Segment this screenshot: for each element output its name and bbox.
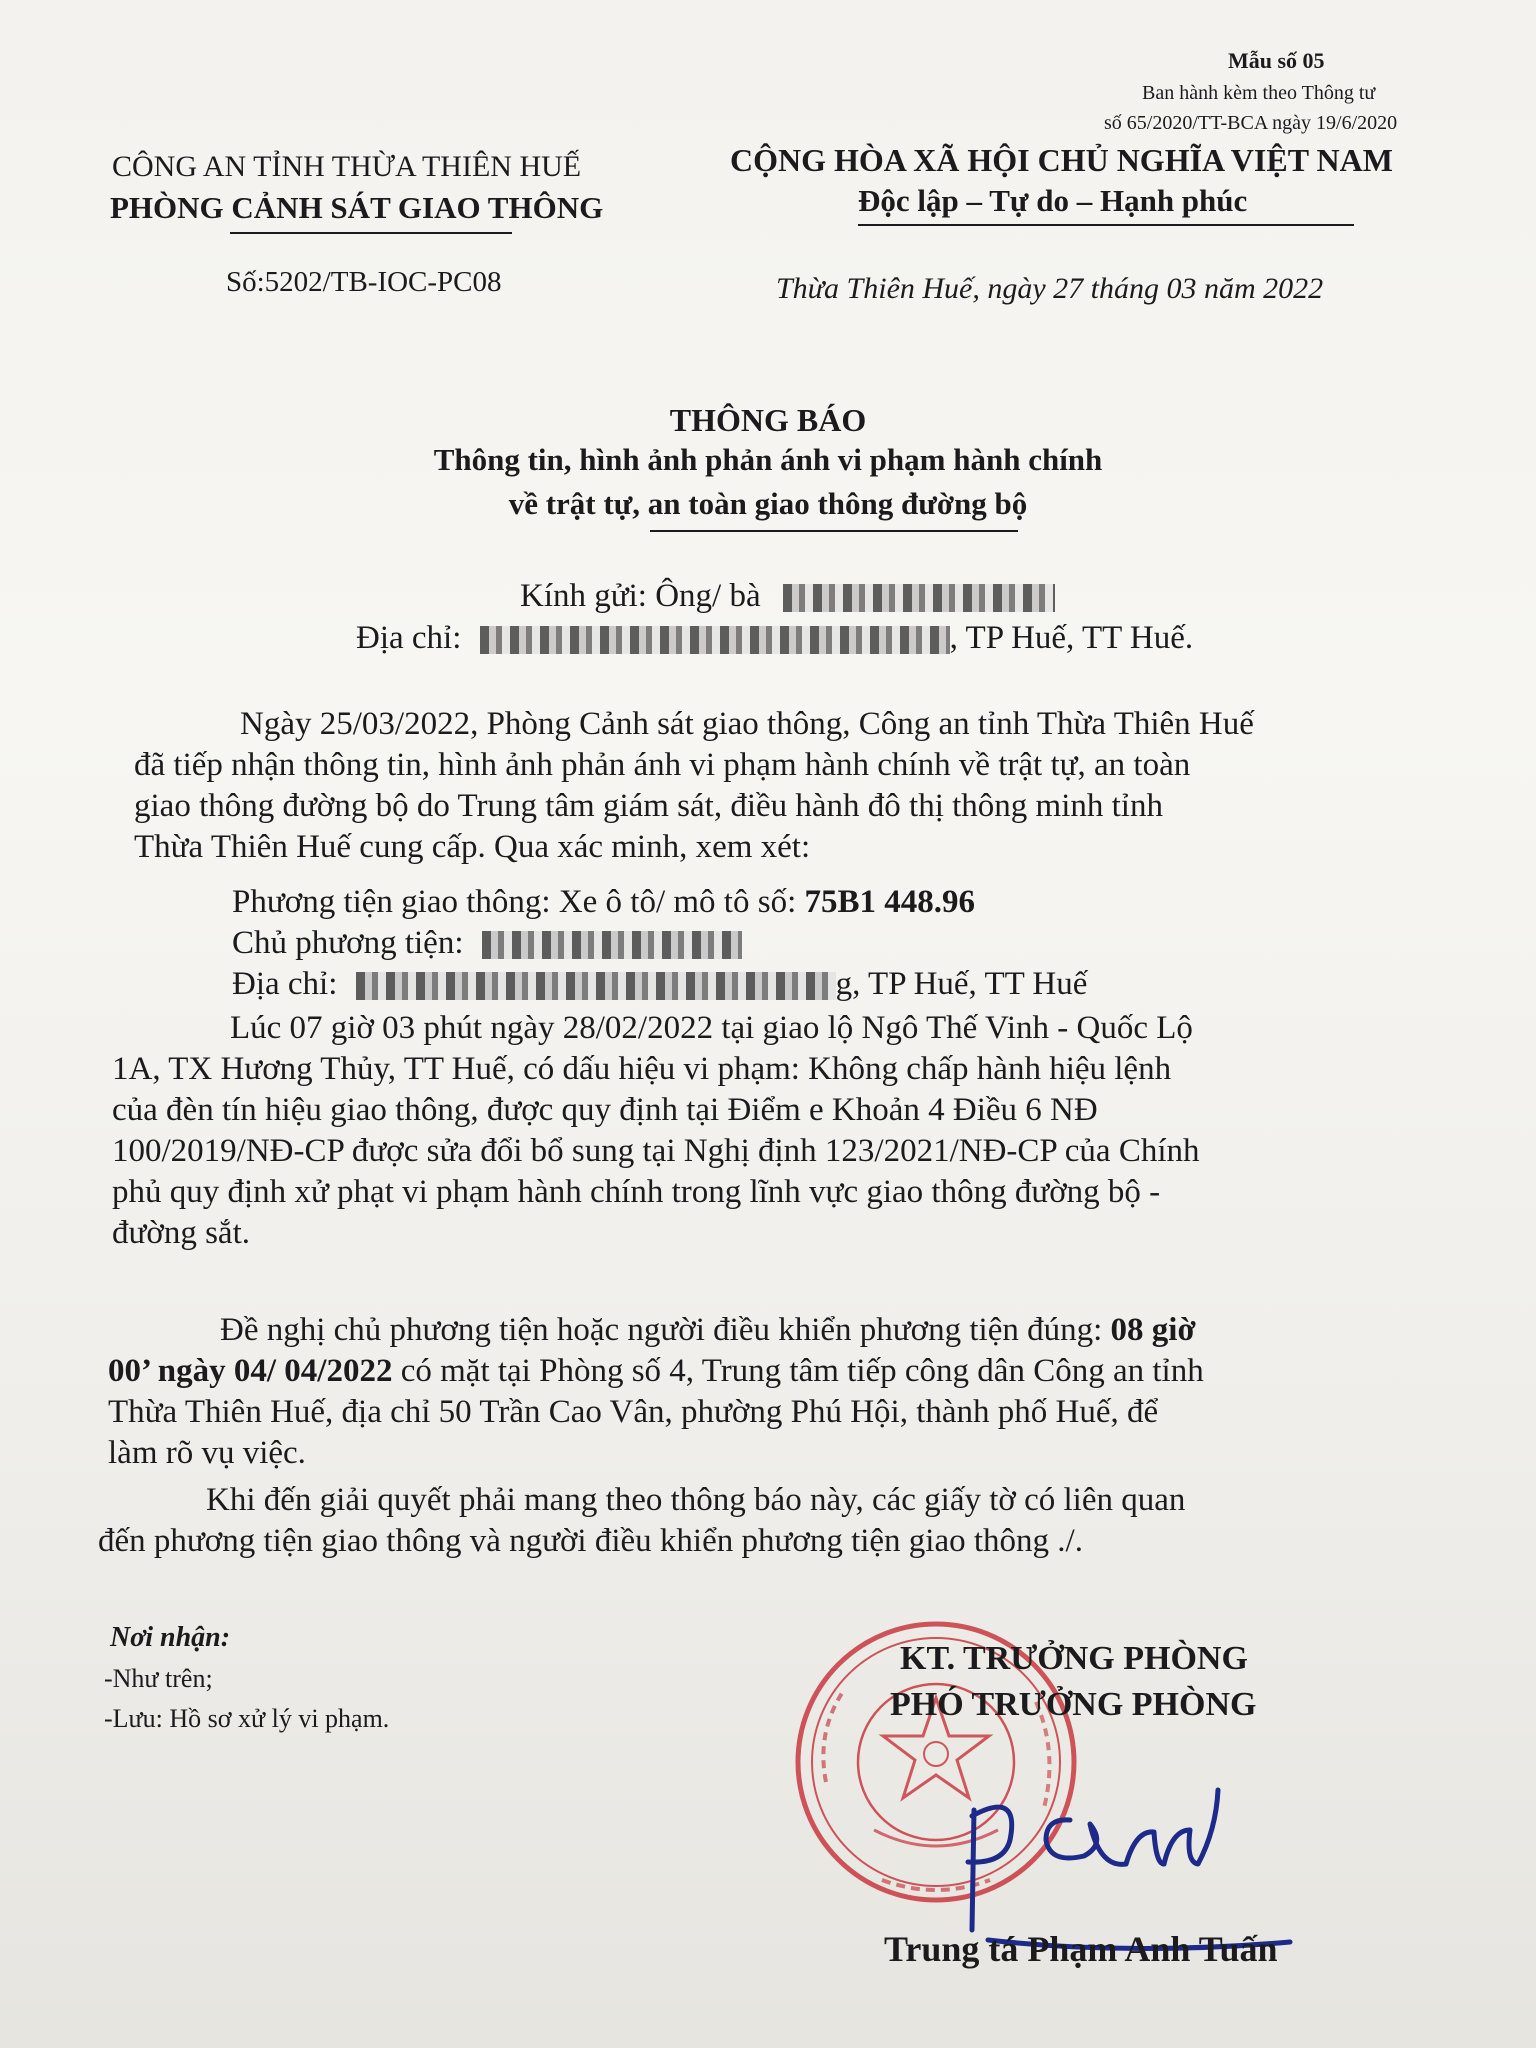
paragraph-2-line: Lúc 07 giờ 03 phút ngày 28/02/2022 tại giao lộ Ngô Thế Vinh - Quốc Lộ [230, 1010, 1193, 1046]
appointment-date: 00’ ngày 04/ 04/2022 [108, 1353, 393, 1389]
form-legal-basis-1: Ban hành kèm theo Thông tư [1142, 82, 1376, 104]
recipients-title: Nơi nhận: [110, 1622, 231, 1653]
paragraph-1-line: Thừa Thiên Huế cung cấp. Qua xác minh, xem xét: [134, 829, 811, 865]
redacted-owner-address [356, 972, 836, 1000]
paragraph-3-line: làm rõ vụ việc. [108, 1435, 306, 1471]
appointment-time: 08 giờ [1110, 1312, 1196, 1348]
body-paragraph-4 [98, 1480, 1482, 1562]
owner-address-label: Địa chỉ: [232, 966, 338, 1002]
document-type: THÔNG BÁO [669, 402, 867, 438]
paragraph-2-line: đường sắt. [112, 1215, 250, 1251]
recipients-item: -Lưu: Hồ sơ xử lý vi phạm. [104, 1704, 390, 1733]
vehicle-label: Phương tiện giao thông: Xe ô tô/ mô tô số: [232, 884, 797, 920]
signature-title-1: KT. TRƯỞNG PHÒNG [900, 1640, 1248, 1677]
paragraph-4-line: Khi đến giải quyết phải mang theo thông báo này, các giấy tờ có liên quan [206, 1482, 1186, 1518]
paragraph-1-line: Ngày 25/03/2022, Phòng Cảnh sát giao thông, Công an tỉnh Thừa Thiên Huế [240, 706, 1254, 742]
paragraph-1-line: giao thông đường bộ do Trung tâm giám sát, điều hành đô thị thông minh tỉnh [134, 788, 1163, 824]
paragraph-2-line: 100/2019/NĐ-CP được sửa đổi bổ sung tại Nghị định 123/2021/NĐ-CP của Chính [112, 1133, 1200, 1169]
paragraph-1-line: đã tiếp nhận thông tin, hình ảnh phản ánh vi phạm hành chính về trật tự, an toàn [134, 747, 1191, 783]
recipient-address-tail: , TP Huế, TT Huế. [949, 620, 1194, 656]
form-number: Mẫu số 05 [1228, 48, 1325, 73]
owner-address-line [232, 966, 1087, 1003]
recipient-address [356, 620, 1193, 657]
owner-label: Chủ phương tiện: [232, 925, 464, 961]
vehicle-plate: 75B1 448.96 [804, 884, 976, 920]
paragraph-2-line: 1A, TX Hương Thủy, TT Huế, có dấu hiệu vi phạm: Không chấp hành hiệu lệnh [112, 1051, 1172, 1087]
national-motto: Độc lập – Tự do – Hạnh phúc [858, 183, 1248, 218]
paragraph-3-text: có mặt tại Phòng số 4, Trung tâm tiếp công dân Công an tỉnh [400, 1353, 1204, 1389]
recipient-address-label: Địa chỉ: [356, 620, 462, 656]
agency-name: PHÒNG CẢNH SÁT GIAO THÔNG [110, 190, 604, 225]
place-and-date: Thừa Thiên Huế, ngày 27 tháng 03 năm 2022 [776, 272, 1324, 305]
paragraph-4-line: đến phương tiện giao thông và người điều khiển phương tiện giao thông ./. [98, 1523, 1083, 1559]
owner-line [232, 925, 742, 962]
motto-underline [858, 224, 1354, 226]
document-subtitle-1: Thông tin, hình ảnh phản ánh vi phạm hành chính [433, 442, 1103, 477]
recipient-greeting-label: Kính gửi: Ông/ bà [520, 578, 761, 614]
signer-name: Trung tá Phạm Anh Tuấn [884, 1929, 1278, 1969]
redacted-recipient-address [480, 626, 950, 654]
body-paragraph-2 [112, 1008, 1476, 1254]
signature-title-2: PHÓ TRƯỞNG PHÒNG [890, 1686, 1257, 1723]
agency-underline [230, 232, 512, 234]
paragraph-2-line: phủ quy định xử phạt vi phạm hành chính trong lĩnh vực giao thông đường bộ - [112, 1174, 1161, 1210]
title-underline [650, 530, 1018, 532]
redacted-recipient-name [783, 584, 1055, 612]
paragraph-3-line [108, 1310, 1480, 1351]
nation-title: CỘNG HÒA XÃ HỘI CHỦ NGHĨA VIỆT NAM [730, 142, 1393, 178]
recipients-item: -Như trên; [104, 1664, 213, 1693]
paragraph-2-line: của đèn tín hiệu giao thông, được quy định tại Điểm e Khoản 4 Điều 6 NĐ [112, 1092, 1098, 1128]
document-reference: Số:5202/TB-IOC-PC08 [226, 266, 502, 298]
body-paragraph-3 [108, 1310, 1480, 1474]
document-subtitle-2: về trật tự, an toàn giao thông đường bộ [508, 486, 1028, 521]
redacted-owner-name [482, 931, 742, 959]
paragraph-3-line: Thừa Thiên Huế, địa chỉ 50 Trần Cao Vân, phường Phú Hội, thành phố Huế, để [108, 1394, 1159, 1430]
vehicle-line [232, 884, 975, 921]
recipient-greeting [520, 578, 1055, 615]
body-paragraph-1 [134, 704, 1470, 868]
paragraph-3-text: Đề nghị chủ phương tiện hoặc người điều khiển phương tiện đúng: [220, 1312, 1103, 1348]
paragraph-3-line [108, 1351, 1480, 1392]
agency-parent: CÔNG AN TỈNH THỪA THIÊN HUẾ [112, 150, 582, 183]
owner-address-tail: g, TP Huế, TT Huế [835, 966, 1088, 1002]
form-legal-basis-2: số 65/2020/TT-BCA ngày 19/6/2020 [1104, 112, 1398, 134]
